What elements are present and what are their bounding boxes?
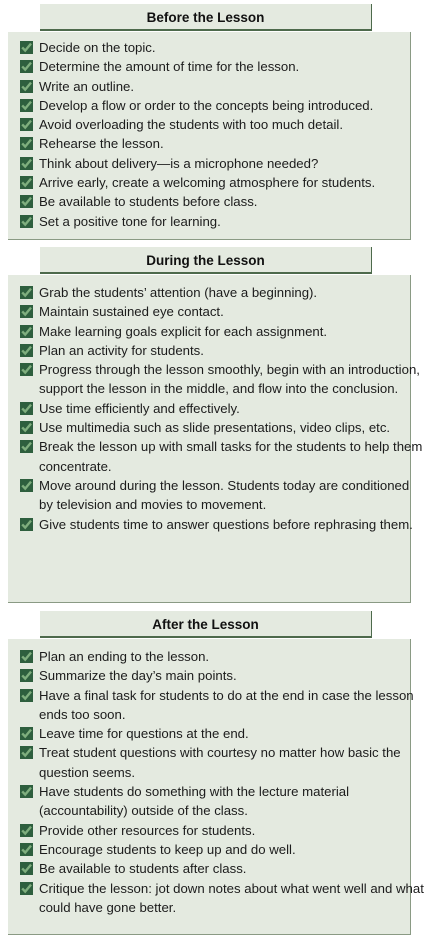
checklist-bullet-icon [20, 669, 33, 682]
checklist-bullet-icon [20, 344, 33, 357]
after-lesson-list [20, 647, 424, 917]
list-item-text: Decide on the topic. [39, 40, 156, 55]
list-item [20, 437, 424, 476]
list-item [20, 57, 424, 76]
checklist-bullet-icon [20, 440, 33, 453]
checklist-bullet-icon [20, 137, 33, 150]
list-item-text: Progress through the lesson smoothly, begin with an introduction, support the lesson in the middle, and flow into the conclusion. [39, 362, 420, 397]
checklist-bullet-icon [20, 157, 33, 170]
checklist-bullet-icon [20, 746, 33, 759]
list-item-text: Be available to students before class. [39, 194, 258, 210]
list-item [20, 399, 424, 418]
checklist-bullet-icon [20, 843, 33, 856]
list-item-text: Avoid overloading the students with too much detail. [39, 117, 343, 133]
list-item-text: Arrive early, create a welcoming atmosphere for students. [39, 175, 376, 191]
list-item [20, 154, 424, 173]
list-item [20, 476, 424, 515]
list-item-text: Summarize the day’s main points. [39, 668, 237, 684]
list-item [20, 821, 424, 840]
list-item [20, 77, 424, 96]
list-item [20, 38, 424, 57]
checklist-bullet-icon [20, 689, 33, 702]
list-item-text: Use multimedia such as slide presentations, video clips, etc. [39, 420, 391, 436]
list-item [20, 840, 424, 859]
list-item [20, 341, 424, 360]
checklist-bullet-icon [20, 518, 33, 531]
list-item-text: Use time efficiently and effectively. [39, 400, 240, 416]
checklist-bullet-icon [20, 650, 33, 663]
list-item-text: Plan an activity for students. [39, 342, 204, 358]
list-item [20, 879, 424, 918]
list-item-text: Plan an ending to the lesson. [39, 649, 210, 664]
list-item [20, 115, 424, 134]
checklist-bullet-icon [20, 215, 33, 228]
checklist-bullet-icon [20, 305, 33, 318]
checklist-bullet-icon [20, 862, 33, 875]
list-item [20, 418, 424, 437]
checklist-bullet-icon [20, 286, 33, 299]
list-item [20, 302, 424, 321]
list-item-text: Maintain sustained eye contact. [39, 304, 224, 320]
list-item [20, 283, 424, 302]
list-item [20, 134, 424, 153]
checklist-bullet-icon [20, 60, 33, 73]
checklist-bullet-icon [20, 41, 33, 54]
list-item [20, 724, 424, 743]
checklist-bullet-icon [20, 195, 33, 208]
list-item-text: Give students time to answer questions before rephrasing them. [39, 516, 413, 532]
list-item-text: Critique the lesson: jot down notes about what went well and what could have gone better. [39, 880, 424, 915]
checklist-bullet-icon [20, 176, 33, 189]
list-item [20, 782, 424, 821]
list-item [20, 173, 424, 192]
checklist-bullet-icon [20, 80, 33, 93]
list-item [20, 859, 424, 878]
checklist-bullet-icon [20, 785, 33, 798]
checklist-bullet-icon [20, 421, 33, 434]
list-item [20, 515, 424, 534]
list-item [20, 322, 424, 341]
checklist-bullet-icon [20, 99, 33, 112]
list-item-text: Think about delivery—is a microphone needed? [39, 155, 319, 171]
list-item-text: Develop a flow or order to the concepts being introduced. [39, 97, 374, 113]
after-lesson-title: After the Lesson [40, 611, 372, 638]
list-item [20, 96, 424, 115]
list-item-text: Set a positive tone for learning. [39, 213, 221, 229]
checklist-bullet-icon [20, 824, 33, 837]
list-item [20, 192, 424, 211]
list-item [20, 686, 424, 725]
list-item [20, 212, 424, 231]
list-item [20, 647, 424, 666]
list-item [20, 666, 424, 685]
list-item-text: Treat student questions with courtesy no matter how basic the question seems. [39, 745, 401, 780]
list-item-text: Rehearse the lesson. [39, 136, 164, 152]
list-item [20, 743, 424, 782]
list-item-text: Provide other resources for students. [39, 822, 256, 838]
checklist-bullet-icon [20, 363, 33, 376]
list-item-text: Break the lesson up with small tasks for the students to help them concentrate. [39, 439, 423, 474]
checklist-bullet-icon [20, 402, 33, 415]
list-item-text: Have students do something with the lecture material (accountability) outside of the class. [39, 784, 350, 819]
list-item-text: Have a final task for students to do at the end in case the lesson ends too soon. [39, 687, 414, 722]
list-item-text: Be available to students after class. [39, 861, 247, 877]
checklist-bullet-icon [20, 479, 33, 492]
list-item-text: Move around during the lesson. Students today are conditioned by television and movies to movement. [39, 477, 410, 513]
checklist-bullet-icon [20, 118, 33, 131]
list-item-text: Grab the students’ attention (have a beginning). [39, 285, 318, 300]
checklist-bullet-icon [20, 325, 33, 338]
checklist-bullet-icon [20, 882, 33, 895]
list-item-text: Write an outline. [39, 78, 135, 94]
before-lesson-title: Before the Lesson [40, 4, 372, 31]
list-item-text: Leave time for questions at the end. [39, 726, 249, 742]
checklist-bullet-icon [20, 727, 33, 740]
list-item [20, 360, 424, 399]
list-item-text: Encourage students to keep up and do well. [39, 841, 296, 857]
list-item-text: Determine the amount of time for the lesson. [39, 59, 300, 75]
during-lesson-list [20, 283, 424, 534]
during-lesson-title: During the Lesson [40, 247, 372, 274]
before-lesson-list [20, 38, 424, 231]
list-item-text: Make learning goals explicit for each assignment. [39, 323, 328, 339]
